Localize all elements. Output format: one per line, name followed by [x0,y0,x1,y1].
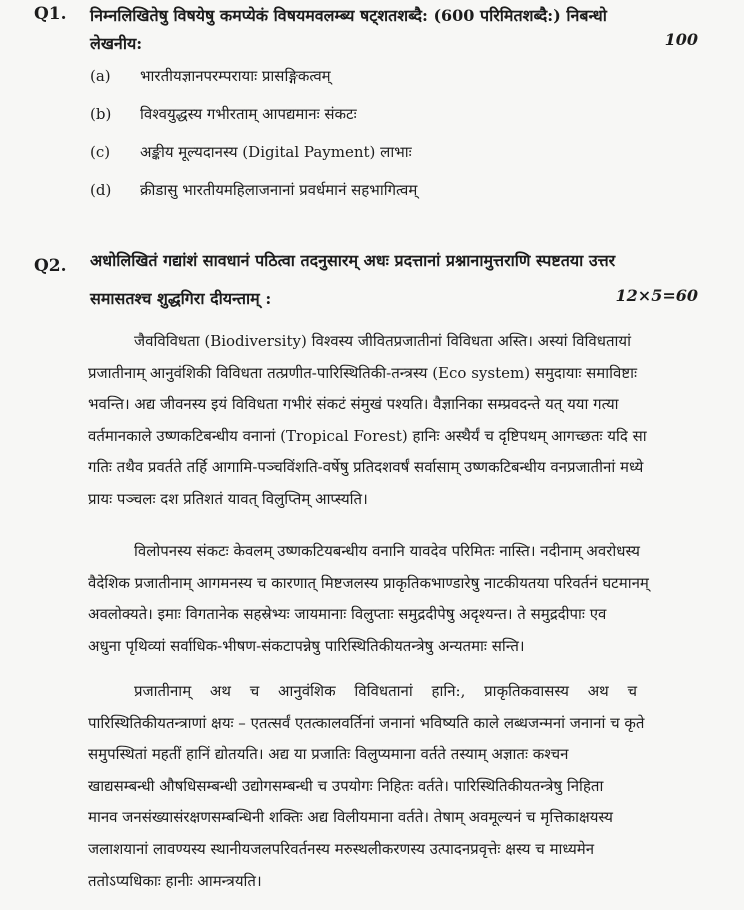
option-d-text: क्रीडासु भारतीयमहिलाजनानां प्रवर्धमानं सहभागित्वम् [140,181,418,199]
question-1-line-2: लेखनीय: [90,34,143,53]
option-c [90,142,700,162]
option-a-label: (a) [90,67,111,85]
paragraph-line: जलाशयानां लावण्यस्य स्थानीयजलपरिवर्तनस्य मरुस्थलीकरणस्य उत्पादनप्रवृत्तेः क्षस्य च माध्यमेन [88,839,595,858]
paragraph-line: प्रायः पञ्चलः दश प्रतिशतं यावत् विलुप्तिम् आप्स्यति। [88,489,368,508]
question-1-prompt [90,2,700,58]
option-b-label: (b) [90,105,112,123]
paragraph-line: प्रजातीनाम् आनुवंशिकी विविधता तत्प्रणीत-पारिस्थितिकी-तन्त्रस्य (Eco system) समुदायाः समाविष्टाः [88,363,638,382]
paragraph-line: समुपस्थितां महतीं हानिं द्योतयति। अद्य या प्रजातिः विलुप्यमाना वर्तते तस्याम् अज्ञातः कश्चन [88,745,569,764]
passage-paragraph-2 [88,536,700,662]
option-d-label: (d) [90,181,112,199]
paragraph-line: भवन्ति। अद्य जीवनस्य इयं विविधता गभीरं संकटं संमुखं पश्यति। वैज्ञानिका सम्प्रवदन्ते यत् यया गत्या [88,395,619,414]
option-d [90,180,700,200]
paragraph-line: गतिः तथैव प्रवर्तते तर्हि आगामि-पञ्चविंशति-वर्षेषु प्रतिदशवर्षं सर्वासाम् उष्णकटिबन्धीय वनप्रजातीनां मध्ये [88,458,644,477]
option-b-text: विश्वयुद्धस्य गभीरताम् आपद्यमानः संकटः [140,105,357,123]
question-1-marks: 100 [664,30,698,49]
question-2-line-2: समासतश्च शुद्धगिरा दीयन्ताम् : [90,289,272,308]
paragraph-line: प्रजातीनाम् अथ च आनुवंशिक विविधतानां हानि:, प्राकृतिकवासस्य अथ च [134,682,638,700]
question-2-prompt [90,242,700,318]
paragraph-line: अधुना पृथिव्यां सर्वाधिक-भीषण-संकटापन्नेषु पारिस्थितिकीयतन्त्रेषु अन्यतमाः सन्ति। [88,636,525,655]
paragraph-line: पारिस्थितिकीयतन्त्राणां क्षयः – एतत्सर्वं एतत्कालवर्तिनां जनानां भविष्यति काले लब्धजन्मनां जनानां च कृते [88,713,645,732]
paragraph-line: वर्तमानकाले उष्णकटिबन्धीय वनानां (Tropical Forest) हानिः अस्थैर्यं च दृष्टिपथम् आगच्छतः यदि सा [88,426,647,445]
passage-paragraph-3 [88,676,700,897]
paragraph-line: वैदेशिक प्रजातीनाम् आगमनस्य च कारणात् मिष्टजलस्य प्राकृतिकभाण्डारेषु नाटकीयतया परिवर्तनं घटमानम् [88,573,649,592]
paragraph-line: खाद्यसम्बन्धी औषधिसम्बन्धी उद्योगसम्बन्धी च उपयोगः निहितः वर्तते। पारिस्थितिकीयतन्त्रेषु निहिता [88,776,604,795]
paragraph-line: विलोपनस्य संकटः केवलम् उष्णकटियबन्धीय वनानि यावदेव परिमितः नास्ति। नदीनाम् अवरोधस्य [134,542,640,560]
question-2-line-1: अधोलिखितं गद्यांशं सावधानं पठित्वा तदनुसारम् अधः प्रदत्तानां प्रश्नानामुत्तराणि स्पष्टतया उत्तर [90,251,616,270]
question-2-number: Q2. [34,256,67,276]
paragraph-line: जैवविविधता (Biodiversity) विश्वस्य जीवितप्रजातीनां विविधता अस्ति। अस्यां विविधतायां [134,332,631,350]
question-2-marks: 12×5=60 [615,286,698,305]
paragraph-line: अवलोक्यते। इमाः विगतानेक सहस्रेभ्यः जायमानाः विलुप्ताः समुद्रदीपेषु अदृश्यन्त। ते समुद्रदीपाः एव [88,605,607,624]
option-a-text: भारतीयज्ञानपरम्परायाः प्रासङ्गिकत्वम् [140,67,331,85]
option-a [90,66,700,86]
question-1-number: Q1. [34,4,67,24]
question-1-line-1: निम्नलिखितेषु विषयेषु कमप्येकं विषयमवलम्ब्य षट्शतशब्दै: (600 परिमितशब्दै:) निबन्धो [90,6,607,25]
option-b [90,104,700,124]
passage-paragraph-1 [88,326,700,516]
option-c-text: अङ्कीय मूल्यदानस्य (Digital Payment) लाभाः [140,143,412,161]
paragraph-line: मानव जनसंख्यासंरक्षणसम्बन्धिनी शक्तिः अद्य विलीयमाना वर्तते। तेषाम् अवमूल्यनं च मृत्तिकाक्षयस्य [88,808,613,827]
option-c-label: (c) [90,143,111,161]
paragraph-line: ततोऽप्यधिकाः हानीः आमन्त्रयति। [88,871,262,890]
